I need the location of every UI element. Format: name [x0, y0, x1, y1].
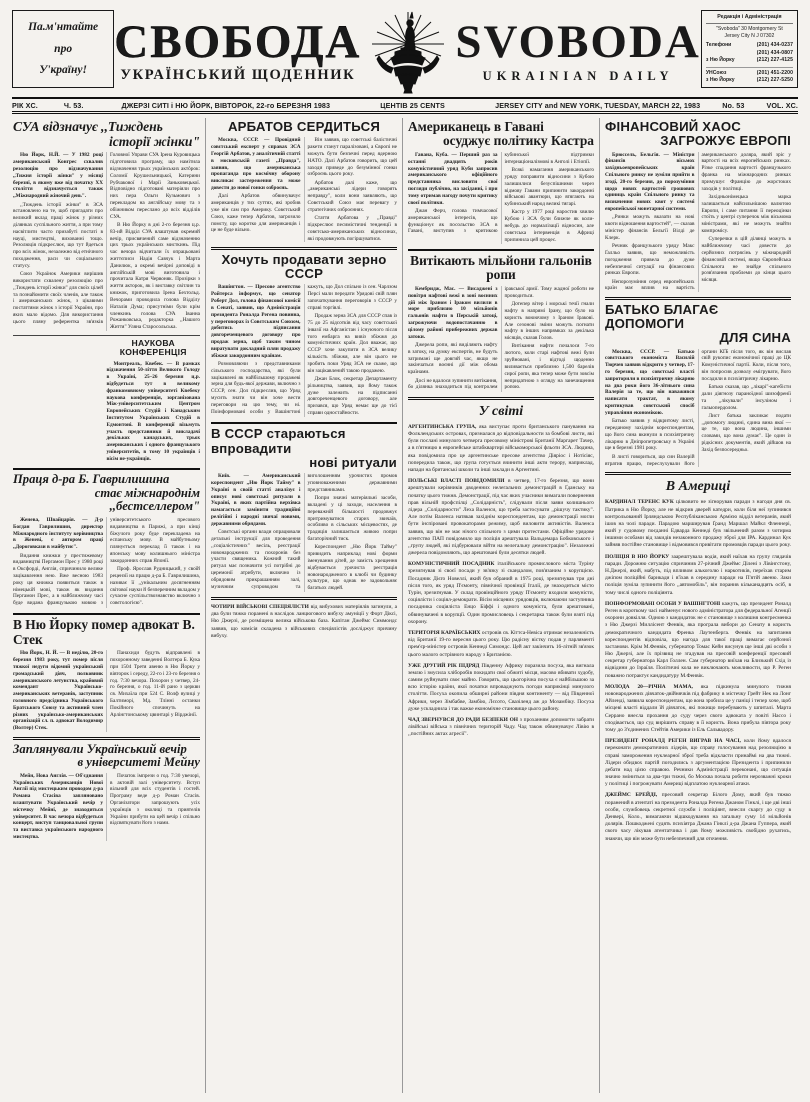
divider — [408, 249, 594, 252]
paragraph: Початок імпрези о год. 7:30 увечорі, в актовій залі університету. Вступ вільний для всіх студентів і гостей. Програму веде д-р Роман Стасів. Організатори запрошують усіх українців з околиці та приятелів України прибути на цей вечір і спільно відсвяткувати його з нами. — [110, 772, 200, 827]
paragraph: ,,Тиждень історії жінки" в ЗСА встановлено на те, щоб пригадати про великий вклад праці жінок у різних ділянках суспільного життя, а при тому насвітлити часто призабуті постаті в науці, мистецтві, вихованні тощо. Резолюція підкреслює, що тут йдеться про всіх жінок, незалежно від етнічного походження, раси чи соціального статусу. — [13, 201, 103, 269]
headline-line-1: Американець в Гавані — [408, 119, 544, 134]
paragraph: Москва, СССР. — Провідний совєтський експерт у справах ЗСА Георгій Арбатов, у аналітичній статті в московській газеті ,,Правда", заявив, що американська пропаганда про космічну оборону викликає застереження та може довести до нової гонки озброєнь. — [211, 137, 301, 191]
newspaper-title-cyrillic: СВОБОДА — [114, 16, 362, 69]
imprint-address-line-1: "Svoboda" 30 Montgomery St — [716, 25, 783, 32]
headline-line-1: ФІНАНСОВИЙ ХАОС — [605, 119, 742, 134]
brief-text: яка виступає проти британського панування на Фолклендських островах, призналася до відповідальности за бомбові листи, які були послані минулого четверга пресовому міністрові Британії Маргарет Тачер, а в п'ятницю в европейське штабквартирі військоморської фльоти ЗСА. Людина, яка повідомила про це аргентинське пресове агентство Діяріос і Нотісіяс, попередила також, що група готується вчинити інші акти терору, наприклад, напади на британські школи та інші заклади в Аргентині. — [408, 423, 594, 473]
body-soviet-new-rituals — [211, 473, 397, 592]
brief-text: кажуть, що президент Роналд Реген в короткому часі найменує нового адміністратора для федеральної Аґенції охорони довкілля. Одною з кандидаток не є становище з колишня конгресменка з Ню Джерзі Миллісент Фенвік, яка програла вибори до Сенату в користь демократичного кандидата Френка Лаутенберга. Фенвік на запитання кореспондентів відповіла, що нагода для такої праці вимагає серйозної застанови. Крім М.Фенвік, губернатор Томас Кейн висунув ще інші дві особи з Ню Джерзі, але їх прізвищ не згадував на пресовій конференції пресовий секретар губернатора Карл Ґоллен. Сам губернатор виїхав на Близький Схід із відвідини до Ізраїля. Політичні кола не виключають можливости, що Р. Реген поважно потрактує кандидатуру М.Фенвік. — [605, 600, 792, 679]
brief-text: пресовий секретар Білого Дому, який був тяжко поранений в атентаті на президента Роналда Регена Джаном Гінклі, і ще дві інші особи, службовець секретної служби і поліціянт, внесли скаргу до суду в Денвері, Коло., вимагаючи відшкодування на загальну суму 14 мільйонів долярів. Пошкоджені судять психіятра Джана Гінклі д-ра Джана Гуппера, який свого часу лікував атентатчика і дав йому можливість свобідно рухатись, знаючи, що він може бути небезпечний для оточення. — [605, 792, 791, 842]
paragraph: Кореспондент ,,Ню Йорк Тайму" привидить наприклад нові форми іменування дітей, де замість хрещення відбувається урочиста реєстрація новонародженого в клюбі чи будинку культури, що однак не задовольняє багатьох людей. — [307, 544, 397, 592]
headline-havrylyshyn-bestseller — [13, 473, 200, 514]
imprint-address-line-2: Jersey City N J 07302 — [724, 33, 775, 40]
body-father-pleads-for-son — [605, 349, 791, 468]
paragraph: Совєтські органи влади опрацювали детальні інструкції для проведення ,,соціалістичних" весіль, реєстрації новонароджених та похоронів без участи священика. Кожний такий ритуал має позначити усі потрібні до церемонії атрибути, включно із обрядовим прикрашанням залі, музичним супроводом та виголошенням урочистих промов уповноваженими державними представниками. — [211, 473, 397, 590]
article-columns — [8, 118, 802, 1093]
headline-line-2: в університеті Мейну — [77, 755, 200, 770]
article-grain-sale-ussr — [211, 253, 397, 417]
brief-lead: АРГЕНТИНСЬКА ГРУПА, — [408, 423, 477, 430]
phone-label: УНСоюз — [705, 69, 727, 76]
slogan-line-1: Па.м'нтайте — [28, 21, 99, 34]
latin-title-block — [451, 15, 701, 85]
phone-row — [706, 42, 793, 49]
section-heading-v-amerytsi: В Америці — [665, 479, 731, 495]
column-4 — [599, 118, 796, 1093]
brief-chad-un-security-council — [408, 717, 594, 739]
divider — [211, 422, 397, 425]
divider — [13, 613, 200, 616]
phone-number: (212) 227-4125 — [756, 57, 793, 64]
brief-epa-administrator — [605, 601, 791, 680]
brief-lead: ЧАД ЗВЕРНУВСЯ ДО РАДИ БЕЗПЕКИ ОН — [408, 717, 518, 723]
paragraph: В Ню Йорку в дні 2-го березня ц.р. 83-ий Відділ СУА влаштував окремий вечір, присвячений саме відзначенню цих трьох українських мисткинь. Під час вечора відчитали їх опрацьовані життєписи Надія Савчук і Марта Данилюк, а окремі вечірні доповіді в англійській мові виготовила і прочитала Катря Червоняк. Прозірки з життя акторок, як і виставку світлин та книжок, приготовила Ірена Бехтольд. Вечорами проводила голова Відділу Наталія Дума; присутніми були крім членкинь голова СУА Іванна Рожанковська, редакторка ,,Нашого Життя" Уляна Старосольська. — [110, 221, 200, 331]
divider — [13, 737, 200, 740]
statue-of-liberty-trident-emblem — [365, 10, 451, 94]
divider — [211, 247, 397, 250]
headline-line-1: В СССР стараються впровадити — [211, 426, 346, 456]
paragraph: Панахиди будуть відправлені в похоронному заведенні Волтера Б. Кука при 1504 Третя авеню в Ню Йорку у вівторок і середу, 22-го і 23-го березня о год. 7:30 вечора. Похорон у четвер, 24-го березня, о год. 11-ій рано з церкви св. Михаїла при 524 С. Волф вулиці у Балтиморі, Мд. Тлінні останки Покійного спочинуть на Арлінгтонському цвинтарі у Вірджінії. — [110, 650, 200, 718]
paragraph: Женева, Швайцарія. — Д-р Богдан Гаврилишин, директор Міжнародного інституту керівництва в Женеві, є автором праці ,,Дороговкази в майбутнє". — [13, 517, 103, 551]
article-father-pleads-for-son — [605, 303, 791, 468]
dateline-issue: Ч. 53. — [63, 101, 84, 110]
body-havrylyshyn-bestseller — [13, 517, 200, 608]
brief-text: коли йому вдалося переконати демократичних лідерів, що справу голосування над резолюцією в справі заморожения нуклеарної зброї треба відкласти принаймі на два тижні. Лідери обидвох партій погодились з аргументацією Президента і припинили дебати над цією справою. Речники Адміністрації переконані, що ситуація значно зміниться за два-три тижні, бо Москва почала робити нерозважні кроки у політиці і погрожувати Америці відплатою нуклеарної атаки. — [605, 738, 792, 788]
phone-row — [706, 70, 793, 77]
divider — [408, 397, 594, 400]
dateline-volume-en: VOL. XC. — [766, 101, 798, 110]
paragraph: Джан Блок, секретар Департаменту рільництва, заявив, що йому також дуже залежить на підписанні довгореченцевого договору, але призався, що Уряд немає ще до тієї справи одностайности. — [307, 376, 397, 417]
slogan-box — [12, 10, 114, 88]
body-financial-chaos-europe — [605, 152, 791, 293]
cyrillic-title-block — [114, 16, 365, 84]
headline-naukova-konferentsiya — [107, 339, 201, 358]
body-maine-ukrainian-evening — [13, 773, 200, 841]
phone-label: з Ню Йорку — [705, 57, 735, 64]
paragraph: Суперечки в цій ділянці можуть в найближчому часі довести до серйозних потрясінь у міжнародній фінансовій системі, якщо Європейська Спільнота не знайде спільного розв'язання проблеми до кінця цього місяця. — [701, 236, 791, 284]
headline-grain-sale-ussr: Хочуть продавати зерно СССР — [221, 251, 387, 282]
paragraph: Кембридж, Мас. — Висаджені з повітря нафтові вежі в зоні воєнних дій між Іраном і Іраком вилили в море приблизно 10 мільйонів гальонів нафти в Перській затоці, загрожуючи водопостачанню в цілому районі прибережних держав затоки. — [408, 285, 498, 340]
paragraph: Союз Українок Америки вирішив використати схвалену резолюцію про ,,Тиждень історії жінки" для своїх цілей та познайомити своїх членів, але також і американських жінок, з цікавими постаттями жінок з історії України, про яких мало відомо. Для використання цього пляну референтка зв'язків Головної Управи СУА Ірена Куровицька підготовила програму, що намітила відзначення трьох українських актôрок: Соломії Крушельницької, Катерини Рубчакової і Марії Заньковецької. Відповідно підготовані матеріяли про них пера Ольги Кузьмович з перекладом на англійську мову та з обіжником переслано до всіх відділів СУА. — [13, 152, 200, 325]
section-heading-u-sviti: У світі — [478, 403, 524, 419]
paragraph: Проф. Ярослав Рудницький, у своїй рецензії на працю д-ра Б. Гаврилишина, називає її ,,унікальним досягненням світової науки й безперечним вкладом у сучасне суспільствознавство включно з совєтологією". — [110, 566, 200, 607]
imprint-phone-group-unsoyuz — [706, 67, 793, 85]
phone-number: (201) 434-0237 — [756, 42, 793, 49]
paragraph: ,,Ринки можуть вказати на нові квоти відношення вартостей", — сказав міністер фінансів Бельгії Вілді де Клерк. — [605, 214, 695, 241]
headline-father-pleads-for-son — [605, 303, 791, 346]
headline-line-1: НАУКОВА — [131, 337, 175, 348]
article-oil-spill-gulf — [408, 254, 594, 392]
paragraph: Кастр у 1977 році наростив хвилю Кубою і ЗСА були ближче як коли-небудь до нормалізації відносин, але совєтська інтервенція в Африці припинила цей процес. — [504, 209, 594, 243]
brief-james-brady-lawsuit — [605, 792, 791, 842]
headline-stek-obituary: В Ню Йорку помер адвокат В. Стек — [13, 617, 195, 647]
paragraph: Монтреаль, Квебек. — В рамках відзначення 50-ліття Великого Голоду в Україні, 25–26 березня ц.р. відбудеться тут в великому франкомовному університеті Квебеку наукова конференція, зорганізована Між-університетським Центром Европейських Студій і Канадським Інститутом Українських Студій в Едмонтоні. В конференції візьмуть участь представники й викладачі декількох канадських, трьох американських і одного французького університетів, в тому 10 українців і вісім не-українців. — [106, 360, 200, 462]
headline-line-1: СУА відзначує ,,Тиждень — [13, 119, 163, 134]
headline-havana-castro — [408, 120, 594, 149]
brief-south-africa-drought — [408, 663, 594, 713]
headline-line-2: КОНФЕРЕНЦІЯ — [119, 347, 187, 358]
brief-text: від вибухових матеріялів загинули, а два були тяжко поранені в наслідок ланцюгового вибуху амуніції у Форт Діксі, Ню Джерзі, де розміщена велика військова база. Капітан Джеймс Симмондс заявив, що комісія складена з військових спеціялістів досліджує причину вибуху. — [211, 603, 397, 639]
paragraph: Москва, СССР. — Батько совєтського економіста Василій Тюрчев заявив відкрито у четвер, 17-го березня, що совєтські власті запроторили в психіятричну лікарню на два роки його 36-літнього сина Валерія за те, що він наважився написати трактат, в якому критикував совєтський спосіб управління економікою. — [605, 348, 695, 416]
brief-lead: ТЕРИТОРІЯ КАРАЇБСЬКИХ — [408, 629, 481, 636]
phone-row — [706, 57, 793, 64]
article-havana-castro — [408, 120, 594, 244]
brief-nyc-police-parade-driver — [605, 554, 791, 597]
body-grain-sale-ussr — [211, 284, 397, 416]
brief-polish-authorities — [408, 478, 594, 557]
brief-text: яка підкинула минулого тижня новонароджених дівчаток-двійнячків під фабрику в містечку Грейт Нек на Лонг Айленді, заявила кореспондентам, що вона зробила це у паніці і тепер хоче, щоб місцеві власті віддали їй дівчаток, які покищо перебувають у шпиталі. Марта Серрано внесла прохання до суду через свого адвоката у повіті Нассо і сподівається, що суд вирішить справу в її користь. Вона прибула півтора року тому до З'єдинених Стейтів Америки із Ель Сальвадору. — [605, 683, 791, 733]
paragraph: В листі говориться, що син Валерій втратив працю, переслухували його органи КҐБ після того, як він вислав свій рукопис економічної праці до ЦК Комуністичної партії. Коли, після того, він попросив дозволу емігрувати, його посадили в психіятричну лікарню. — [605, 348, 791, 467]
headline-soviet-new-rituals — [211, 427, 397, 470]
section-v-amerytsi — [605, 479, 791, 842]
headline-line-1: БАТЬКО БЛАГАЄ ДОПОМОГИ — [605, 301, 719, 331]
brief-lead: ПОЛЬСЬКІ ВЛАСТІ ПОВІДОМИЛИ — [408, 478, 505, 485]
paragraph: Гавана, Куба. — Перший раз за останні двадцять років комуністичний уряд Куби запросив американського офіційного представника висловити свої погляди публічно, на засіданні, і при тому отримав нагоду почути критику своєї політики. — [408, 151, 498, 206]
masthead-titles — [114, 10, 701, 94]
phone-number: (201) 434-0807 — [756, 49, 793, 56]
paragraph: Джан Ферч, голова тимчасової американської інтересів, що функціонує як посольство ЗСА в Гавані, виступив з критикою кубинської підтримки інтернаціоналізмові в Анголі і Етіопії. — [408, 151, 594, 235]
headline-line-2: історії жінки" — [108, 133, 200, 149]
brief-lead: КОМУНІСТИЧНИЙ ПОСАДНИК — [408, 561, 495, 568]
imprint-box — [701, 10, 798, 88]
body-arbatov — [211, 137, 397, 242]
newspaper-subtitle-cyrillic: УКРАЇНСЬКИЙ ЩОДЕННИК — [120, 66, 356, 83]
paragraph: Всякі намагання американського уряду поправити відносини з Кубою залишилися безуспішними через відмову Гавани припинити закордонні військові авантюри, що втягають на кубинський народ великі тягарі. — [504, 167, 594, 208]
brief-st-kitts-nevis — [408, 630, 594, 659]
paragraph: Речник французького уряду Макс Ґалльо заявив, що неможливість погодження привела до дуже небезпечної ситуації на фінансових ринках Европи. — [605, 243, 695, 277]
brief-lead: КАРДИНАЛ ТЕРЕНС КУК — [605, 499, 674, 506]
brief-lead: ДЖЕЙМС БРЕЙДІ, — [605, 792, 658, 799]
divider — [13, 468, 200, 471]
column-3 — [402, 118, 599, 1093]
paragraph: Видання книжки у престижевому видавництві Пергамон Прес у 1980 році в Оксфорді, Англія, спричинило велике зацікавлення нею. Вже весною 1983 року ця книжка появиться також в німецькій мові, також як видання Пергамон Прес, а в найближчому часі буде видана французькою мовою з університетського пресового видавництва в Парижі, а при кінці біжучого року буде перекладена на еспанську мову. В майбутньому плянується переклад її також і на японську мову колишнього міністра закордонних справ Японії. — [13, 517, 200, 607]
body-oil-spill-gulf — [408, 286, 594, 392]
brief-text: островів св. Кіттса-Невіса отримає незалежність від Британії 19-го вересня цього року. Цю радісну вістку подав у парляменті прем'єр-міністер островів Кеннеді Симондс. Цей акт закінчить 16-літній зв'язок цього малого острівного народу з Британією. — [408, 629, 594, 658]
brief-lead: ЧОТИРИ ВІЙСЬКОВІ СПЕЦІЯЛІСТИ — [211, 603, 309, 610]
headline-line-2: ДЛЯ СИНА — [719, 330, 791, 346]
headline-financial-chaos-europe — [605, 120, 791, 149]
paragraph: Досі не вдалося зупинити витікання, бо ділянка знаходиться під контролем іракської армії. Тому жадної роботи не проводиться. — [408, 285, 594, 391]
divider — [605, 472, 791, 475]
paragraph: Західньонімецька марка залишається найсильнішою валютою Европи, і саме питання її переоцінки стоїть у центрі суперечок між вісьмома міністрами, які не можуть знайти компромісу. — [701, 193, 791, 234]
brief-text: в четвер, 17-го березня, що вони арештували керівників дводенних нелегальних демонстрацій в Ґданську на початку цього тижня. Демонстрації, під час яких учасники вимагали повернення прав вільній профспілці ,,Солідарність", слідували після заяви колишнього лідера ,,Солідарности" Леха Валенси, що треба застосувати ,,рішучу тактику". Але потім Валенса натякав західнім кореспондентам, що демонстрації могли бути інспіровані провокаторами режиму, щоб виловити активістів. Валенса заявив, що він не має нічого спільного з цими протестами. Офіційне урядове агентство ПАП повідомило що поліція арештувала Вальдемара Бобковського і ,,групу людей, які підбурювали війти на нелегальну демонстрацію". Незалежні джерела повідомляють, що арештовані були десятки людей. — [408, 478, 594, 557]
dateline-bar — [12, 101, 798, 110]
paragraph: Київ. — Американський кореспондент ,,Ню Йорк Тайму" в Україні в своїй статті аналізує і описує нові совєтські ритуали в Україні, в яких партійна верхівка намагається замінити традиційні релігійні і народні звичаї новими, державними обрядами. — [211, 473, 301, 527]
phone-row — [706, 77, 793, 84]
headline-arbatov: АРБАТОВ СЕРДИТЬСЯ — [227, 119, 381, 134]
phone-number: (212) 227-5250 — [756, 76, 793, 83]
paragraph: Лист батька закликає подати ,,допомогу людині, єдина вина якої — це те, що вона людина, іншими словами, що вона думає". Це один із рідкісних документів, який дійшов на Захід безпосередньо. — [701, 412, 791, 453]
brief-turin-communist-mayor — [408, 561, 594, 626]
column-1 — [8, 118, 205, 1093]
article-maine-ukrainian-evening — [13, 743, 200, 841]
article-soviet-new-rituals — [211, 427, 397, 592]
brief-text: італійського промислового міста Туріну зрезиґнував зі своєї посади у зв'язку зі скандалом, пов'язаним з корупцією. Посадник Дієґо Новеллі, який був обраний в 1975 році, зрезиґнував три дні після того, як уряд П'ємонту, північної провінції Італії, де знаходиться місто Турін, зрезиґнував. У склад провінційного уряду П'ємонту входили комуністи, соціялісти і соціял-демократи. Вісім місцевих урядовців, включаючи заступника посадника соціяліста Енцо Біффі і одного комуніста, були арештовані, обвинувачені в корупції. Один промисловець і секретарка також були взяті під охорону. — [408, 561, 594, 625]
paragraph: Розмовляючи з представниками сільського господарства, які були зацікавлені як найбільшому продажеві зерна для будь-якої держави, включно з СССР, сен. Дол підкреслив, що Уряд мусить знати чи він хоче вести переговори на цю тему, чи ні. Поінформовані особи у Вашінгтоні кажуть, що Дол спільно із сен. Чарлзом Персі мали передати Урядові свій плян започаткування переговорів з СССР у справі торгівлі. — [211, 284, 397, 415]
imprint-heading: Редакція і Адміністрація — [706, 14, 793, 24]
brief-argentina-group — [408, 424, 594, 474]
article-sua-womens-history-week — [13, 120, 200, 331]
divider — [605, 297, 791, 300]
slogan-line-3: У'країну! — [39, 64, 87, 76]
article-havrylyshyn-bestseller — [13, 473, 200, 608]
paragraph: Дотепер вітер і морські течії гнали нафту в напрямі Ірану, що було на користь воюючому з Іраном Іракові. Але сезонові зміни можуть погнати нафту в інших напрямках за декілька місяців, сказав Голов. — [504, 301, 594, 342]
headline-line-2: нові ритуали — [309, 454, 397, 470]
newspaper-title-latin: SVOBODA — [455, 15, 701, 68]
paragraph: Стаття Арбатова у ,,Правді" підкреслює песимістичні тенденції в совєтсько-американських відносинах, які продовжують погіршуватися. — [307, 215, 397, 242]
dateline-price: ЦЕНТІВ 25 CENTS — [380, 101, 445, 110]
headline-line-2: осуджує політику Кастра — [442, 133, 594, 149]
article-naukova-konferentsiya — [107, 339, 201, 463]
brief-lead: МОЛОДА 20—РІЧНА МАМА, — [605, 683, 693, 690]
headline-oil-spill-gulf: Витікають мільйони гальонів ропи — [410, 253, 592, 283]
brief-cardinal-cooke — [605, 499, 791, 549]
paragraph: Батько заявив у відкритому листі, переданому західнім кореспондентам, що його сина вкинули в психіятричну лікарню в Дніпропетровську в Україні ще в березні 1981 року. — [605, 418, 695, 452]
dateline-year: РІК XC. — [12, 101, 38, 110]
paragraph: Він заявив, що совєтські балістичні ракети станут паралізовані, а Європі не можуть бути безпечні перед ядерною НАТО. Далі Арбатов говорить, що цей заходи приведе до безумінної гонки озброєнь цього року. — [307, 137, 397, 178]
paragraph: Попри значні матеріяльні засоби, вкладені у ці заходи, населення в переважній більшості продовжує притримуватися старих звичаїв, особливо в сільських місцевостях, де традиція залишається живою попри багаторічний тиск. — [307, 495, 397, 542]
body-sua-womens-history-week — [13, 152, 200, 331]
paragraph: Джерела ропи, які виділяють нафту в затоку, на думку експертів, не будуть затримані ще довгий час, якщо не закінчаться воєнні дії між обома країнами. — [408, 341, 498, 376]
divider — [13, 335, 200, 336]
body-stek-obituary — [13, 650, 200, 732]
brief-text: Південну Африку поразила посуха, яка вигнала землю і змусила хліборобів покидати свої обжиті місця, масово вбивати худобу, самим руйнувати своє майно. Говорять, що цьогорічна посуха є найбільшою за всю історію країни, якої початки впроваджують погоди наприкінці минулого століття. Посуха окопила обширні райони півдня континенту — від Південної Африки, через Зімбабве, Замбію, Лєсото, Свазіленд аж до Мозамбіку. Посуха дуже ускладнила і так важке економічне становище цього району. — [408, 662, 594, 712]
paragraph: Арбатов далі каже, що ,,американські лідери говорять неправду", коли вони заявляють, що Совєтський Союз має перевагу у стратегічних озброєннях. — [307, 179, 397, 213]
headline-line-2: стає міжнароднім ,,бестселлером" — [94, 485, 200, 514]
headline-line-1: Заплянували Український вечір — [13, 741, 187, 756]
masthead-rule — [12, 97, 798, 99]
paragraph: Батько сказав, що ,,лікарі"-кагебісти дали діягнозу параноїдної шизофренії та ,,лікували" інсуліном і галыопердолом. — [701, 384, 791, 411]
dateline-place-date-uk: ДЖЕРЗІ СИТІ і НЮ ЙОРК, ВІВТОРОК, 22-го БЕРЕЗНЯ 1983 — [121, 101, 331, 110]
dateline-rule — [12, 111, 798, 114]
brief-lead: ПОІНФОРМОВАНІ ОСОБИ У ВАШІНГТОНІ — [605, 600, 721, 607]
masthead — [8, 6, 802, 94]
paragraph: Далі Арбатов обвинувачує американців у тих суттях, які зробив уже він сам про Америку. Совєтський Союз, каже тепер Арбатов, загрозило помсту, що коротко для американців і це не буде вільно. — [211, 193, 301, 234]
brief-reagan-nuclear-freeze-vote — [605, 738, 791, 788]
paragraph: Продаж зерна ЗСА для СССР спав із 75 до 25 відсотків від часу совєтської інвазії на Афганістан і існуючого після того ембарга на вивіз збіжжя до комуністичних країн. Дол вважає, що СССР хоче закупити в ЗСА велику кількість збіжжя, але він цього не зробить поки Уряд ЗСА не скаже, що він зацікавлений такою продажею. — [307, 313, 397, 374]
paragraph: Вашінгтон. — Пресове агентство Ройтерса інформує, що сенатор Роберт Дол, голова фінансової комісії в Сенаті, заявив, що Адміністрація президента Роналда Регена повинна, у переговорах із Совєтським Союзом, добитись підписання довгореченцевого договору про продаж зерна, щоб таким чином виратувати докладний плян продажу збіжжя закордонним країнам. — [211, 284, 301, 359]
article-financial-chaos-europe — [605, 120, 791, 292]
dateline-place-date-en: JERSEY CITY and NEW YORK, TUESDAY, MARCH 22, 1983 — [495, 101, 701, 110]
divider — [211, 597, 397, 600]
column-2 — [205, 118, 402, 1093]
headline-line-1: Праця д-ра Б. Гаврилишина — [13, 472, 170, 487]
paragraph: Ню Йорк, Н.Й. — У 1982 році американський Конгрес схвалив резолюцію про відзначування ,,Тижня історії жінки" у місяці березні, в якому вже від початку XX століття відзначується також ,,Міжнародний жіночий день". — [13, 152, 103, 200]
paragraph: Мейн, Нова Англія. — Об'єднання Українських Американців Нової Англії під мистецьким проводом д-ра Романа Стасіва запляновано влаштувати Український вечір у містечку Мейні, де знаходиться університет. В час вечора відбудеться концерт, виступ танцювальної групи та виставка українського народного мистецтва. — [13, 772, 103, 840]
brief-text: з проханням допомогти забрати лівійські війська з північних територій Чаду. Чад також обвинувачує Лівію в ,,постійних актах агресії". — [408, 717, 594, 738]
section-u-sviti — [408, 404, 594, 739]
article-arbatov — [211, 120, 397, 242]
brief-lead: ПОЛІЦІЯ В НЮ ЙОРКУ — [605, 553, 670, 560]
brief-text: цілковито не зіґнорував паради з нагоди дня св. Патрика в Ню Йорку, але не відкрив дверей катедри, коли біля неї зупинився контрольований Ірляндською Республіканською Армією відділ ветеранів, який ішов на чолі паради. Парадою марширував Ґранд Маршал Майкл Фленнері, який у судовому поєданні Едварда Кеннеді був звільнений разом з чотирма іншими особами від закидів незаконного продажу зброї для ІРА. Кардинал Кук зайняв постійне становище і відмовився привітати промовців паради цього року. — [605, 499, 791, 549]
body-havana-castro — [408, 152, 594, 244]
article-fort-dix-explosion — [211, 604, 397, 640]
brief-text: заарештувала водія, який наїхав на групу глядачів паради. Дорожню ситуацію спричинив 27-річний Джеймс Ділені з Лівінгстону, Н.Джерзі, який, мабуть, під впливом алькоголю і наркотиків, переїхав старим джіпом поліційні барикади і в'їхав в середину паради на П'ятій авеню. Заки поліція зуміла зупинити його ,,автомобіль", він поранив кільканадцять осіб, в тому числі одного поліціянта. — [605, 553, 791, 596]
body-naukova-konferentsiya — [107, 361, 201, 463]
article-stek-obituary — [13, 618, 200, 732]
imprint-phone-group-editorial — [706, 42, 793, 64]
paragraph: Витікання нафти почалося 7-го лютого, коли старі нафтові вежі були зруйновані, і відтоді щоденно виливається приблизно 1,500 барелів сирої ропи, яка тепер може бути зовсім непридатною з огляду на занечищення ропою. — [504, 343, 594, 391]
brief-lead: УЖЕ ДРУГИЙ РІК ПІДРЯД — [408, 662, 480, 669]
headline-line-2: ЗАГРОЖУЄ ЕВРОПІ — [660, 133, 791, 149]
phone-label: Телефони — [705, 42, 732, 49]
headline-sua-womens-history-week — [13, 120, 200, 149]
headline-maine-ukrainian-evening — [13, 743, 200, 770]
phone-number: (201) 451-2200 — [756, 69, 793, 76]
brief-lead: ПРЕЗИДЕНТ РОНАЛД РЕГЕН ВИГРАВ НА ЧАСІ, — [605, 738, 741, 745]
newspaper-subtitle-latin: UKRAINIAN DAILY — [482, 69, 674, 84]
paragraph: Ню Йорк, Н. Й. — В неділю, 20-го березня 1983 року, тут помер після тяжкої недуги відомий український громадський діяч, полковник американського летунства, крайовий комендант Українсько-американських ветеранів, заступник головного предсідника Українського Братського Союзу та активний член різних українсько-американських організацій сл. п. адвокат Володимир (Волтер) Стек. — [13, 650, 103, 732]
brief-fort-dix-explosion — [211, 604, 397, 640]
dateline-number-en: No. 53 — [722, 101, 745, 110]
paragraph: Непорозуміння серед европейських країн має вплив на вартість американського доляра, який зріс у вартості на всіх европейських ринках. Різке спадання вартості французького франка на міжнародних ринках примушує Францію до жорстоких заходів у політиці. — [605, 151, 791, 292]
phone-label: з Ню Йорку — [705, 76, 735, 83]
slogan-line-2: про — [54, 42, 73, 55]
brief-young-mother-twins — [605, 684, 791, 734]
paragraph: Брюссель, Бельгія. — Міністри фінансів вісьмох західньоевропейських країн Спільного ринку не зуміли прийти в згоді, 20-го березня, до порозуміння щодо нових вартостей грошових одиниць країн Спільного ринку та визначення нових квот у системі европейської монетарної системи. — [605, 151, 695, 212]
